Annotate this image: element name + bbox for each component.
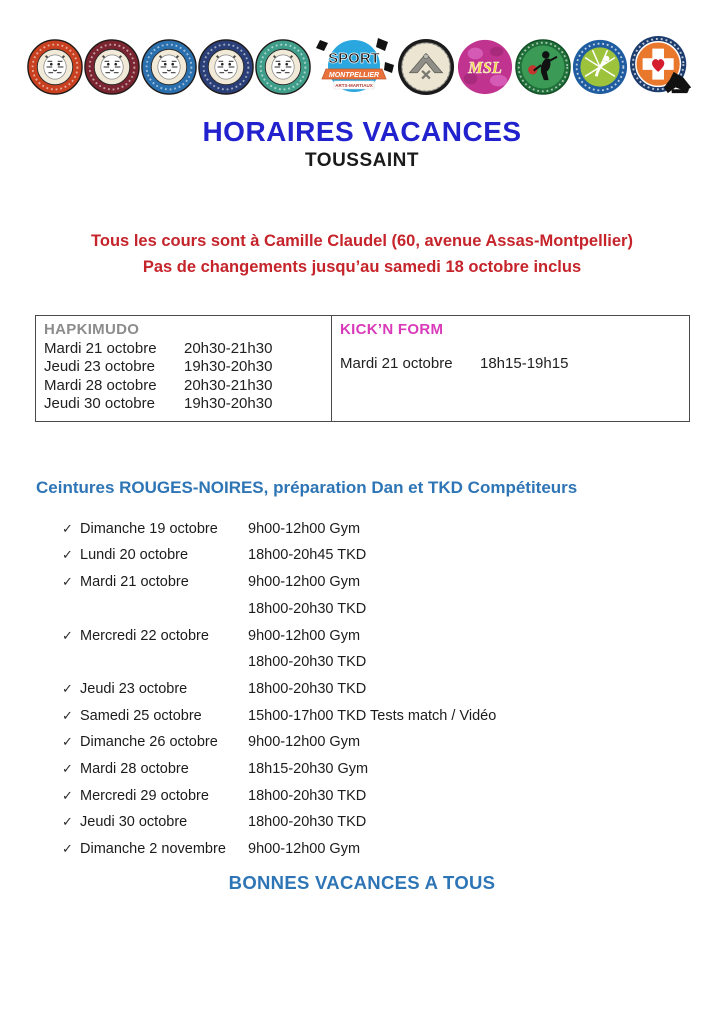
check-icon: ✓: [62, 707, 73, 723]
sport-montpellier-icon: [312, 36, 396, 98]
section-heading: Ceintures ROUGES-NOIRES, préparation Dan et TKD Compétiteurs: [36, 477, 578, 497]
page-title: HORAIRES VACANCES: [202, 116, 522, 147]
schedule-row: [62, 627, 724, 645]
schedule-time: 9h00-12h00 Gym: [248, 627, 361, 644]
table-row: [44, 395, 323, 414]
msl-text: MSL: [468, 57, 502, 77]
sport-montpellier-badge-icon: [312, 36, 396, 103]
closing-message: BONNES VACANCES A TOUS: [228, 872, 496, 894]
row-date: Mardi 21 octobre: [44, 339, 157, 357]
row-time: 19h30-20h30: [184, 358, 273, 376]
montpellier-eagle-badge-icon: [397, 38, 455, 101]
msl-badge-icon: [456, 38, 514, 101]
tiger-badge-navy-icon: [198, 39, 254, 95]
hapkimudo-title: HAPKIMUDO: [44, 320, 140, 338]
schedule-time: 9h00-12h00 Gym: [248, 734, 361, 751]
check-icon: ✓: [62, 547, 73, 563]
row-time: 19h30-20h30: [184, 395, 273, 413]
row-time: 20h30-21h30: [184, 376, 273, 394]
table-row: [44, 358, 323, 377]
kicknform-title: KICK’N FORM: [340, 320, 444, 338]
juvignac-tae-kwon-do-tiger-badge-green-icon: [255, 39, 311, 100]
training-checklist: [62, 520, 724, 858]
schedule-time: 18h00-20h30 TKD: [248, 787, 367, 804]
schedule-row: [62, 680, 724, 698]
schedule-table: [35, 315, 690, 422]
schedule-time: 18h00-20h45 TKD: [248, 547, 367, 564]
check-icon: ✓: [62, 680, 73, 696]
schedule-row: [62, 573, 724, 591]
schedule-date: Dimanche 2 novembre: [80, 841, 226, 858]
notice-line-2: Pas de changements jusqu’au samedi 18 octobre inclus: [142, 258, 582, 277]
club-logo-strip: [0, 0, 724, 102]
schedule-date: [80, 653, 248, 671]
schedule-row: [62, 707, 724, 725]
page-subtitle: TOUSSAINT: [305, 150, 419, 171]
montpellier-banner-text: MONTPELLIER: [328, 71, 380, 79]
tiger-badge-green-icon: [255, 39, 311, 95]
kung-fu-badge-icon: [515, 39, 571, 95]
check-icon: ✓: [62, 760, 73, 776]
notice-line-1: Tous les cours sont à Camille Claudel (60, avenue Assas-Montpellier): [91, 232, 633, 250]
table-row: [340, 355, 681, 374]
montpellier-tae-kwon-do-tiger-badge-navy-icon: [198, 39, 254, 100]
schedule-date: Mardi 28 octobre: [80, 760, 189, 777]
check-icon: ✓: [62, 627, 73, 643]
tiger-badge-red-icon: [27, 39, 83, 95]
msl-badge-icon: [456, 38, 514, 96]
schedule-row-continuation: [62, 600, 724, 618]
schedule-date: [80, 600, 248, 618]
schedule-date: Jeudi 23 octobre: [80, 680, 188, 697]
table-row: [44, 377, 323, 396]
arts-martiaux-text: ARTS-MARTIAUX: [335, 82, 373, 88]
schedule-row-continuation: [62, 653, 724, 671]
schedule-time: 18h00-20h30 TKD: [248, 600, 367, 617]
check-icon: ✓: [62, 841, 73, 857]
row-time: 20h30-21h30: [184, 339, 273, 357]
hapkimudo-cell: [36, 316, 332, 421]
tiger-badge-maroon-icon: [84, 39, 140, 95]
kicknform-cell: [332, 316, 689, 421]
tae-kwon-do-tiger-badge-maroon-icon: [84, 39, 140, 100]
first-aid-badge-icon: [629, 35, 697, 99]
row-date: Jeudi 23 octobre: [44, 358, 155, 376]
tae-kwon-do-tiger-badge-red-icon: [27, 39, 83, 100]
schedule-time: 18h00-20h30 TKD: [248, 680, 367, 697]
tae-kwon-do-tiger-badge-blue-icon: [141, 39, 197, 100]
schedule-date: Dimanche 26 octobre: [80, 734, 218, 751]
montpellier-first-aid-cross-badge-icon: [629, 35, 697, 104]
schedule-time: 15h00-17h00 TKD Tests match / Vidéo: [248, 707, 497, 724]
check-icon: [62, 600, 80, 618]
check-icon: ✓: [62, 787, 73, 803]
schedule-row: [62, 733, 724, 751]
check-icon: ✓: [62, 734, 73, 750]
check-icon: ✓: [62, 520, 73, 536]
schedule-row: [62, 840, 724, 858]
schedule-date: Mercredi 22 octobre: [80, 627, 209, 644]
schedule-row: [62, 520, 724, 538]
schedule-row: [62, 787, 724, 805]
schedule-date: Mardi 21 octobre: [80, 574, 189, 591]
schedule-time: 18h15-20h30 Gym: [248, 760, 369, 777]
row-date: Mardi 28 octobre: [44, 376, 157, 394]
schedule-row: [62, 546, 724, 564]
schedule-time: 18h00-20h30 TKD: [248, 654, 367, 671]
schedule-time: 9h00-12h00 Gym: [248, 574, 361, 591]
row-date: Jeudi 30 octobre: [44, 395, 155, 413]
check-icon: ✓: [62, 574, 73, 590]
schedule-time: 18h00-20h30 TKD: [248, 814, 367, 831]
table-row: [44, 340, 323, 359]
check-icon: ✓: [62, 814, 73, 830]
schedule-time: 9h00-12h00 Gym: [248, 520, 361, 537]
schedule-date: Dimanche 19 octobre: [80, 520, 218, 537]
schedule-row: [62, 760, 724, 778]
schedule-time: 9h00-12h00 Gym: [248, 841, 361, 858]
schedule-date: Samedi 25 octobre: [80, 707, 202, 724]
location-notice: [0, 228, 724, 281]
montpellier-sport-badge-blue-green-icon: [572, 39, 628, 100]
schedule-date: Lundi 20 octobre: [80, 547, 189, 564]
schedule-row: [62, 813, 724, 831]
row-date: Mardi 21 octobre: [340, 354, 453, 372]
eagle-badge-icon: [397, 38, 455, 96]
check-icon: [62, 653, 80, 671]
montpellier-kung-fu-badge-green-icon: [515, 39, 571, 100]
sport-text: SPORT: [328, 49, 380, 67]
schedule-date: Mercredi 29 octobre: [80, 787, 209, 804]
schedule-date: Jeudi 30 octobre: [80, 814, 188, 831]
sport-badge-blue-green-icon: [572, 39, 628, 95]
tiger-badge-blue-icon: [141, 39, 197, 95]
row-time: 18h15-19h15: [480, 354, 569, 372]
